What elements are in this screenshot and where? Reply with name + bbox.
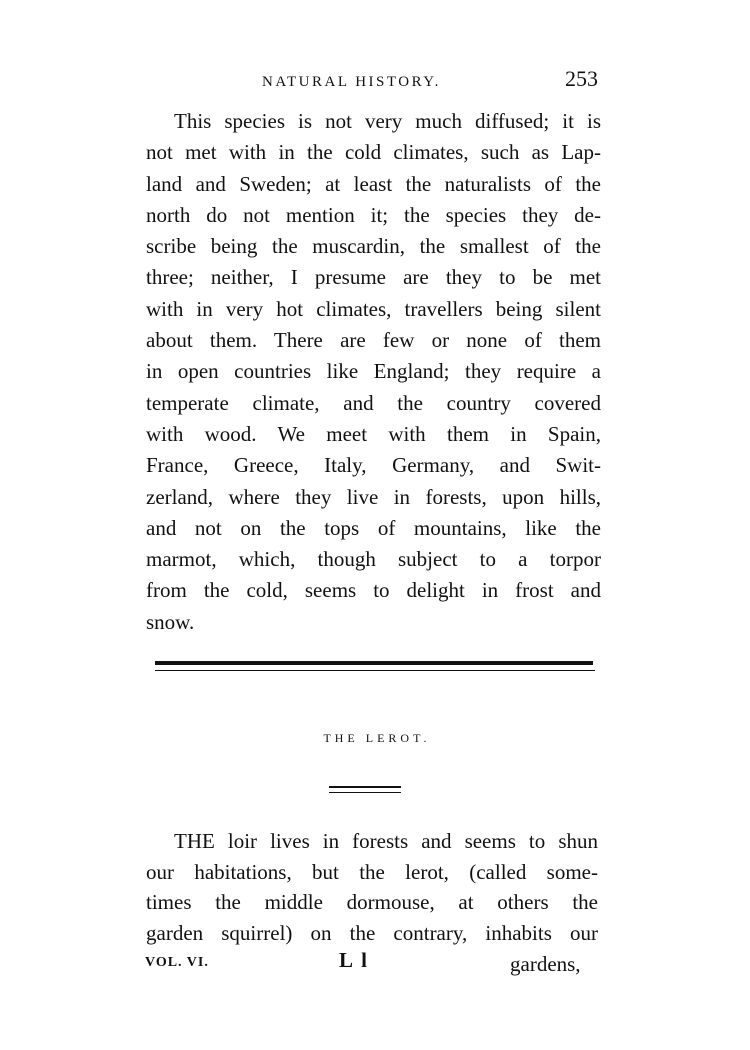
section-line: times the middle dormouse, at others the bbox=[146, 890, 598, 915]
section-line: garden squirrel) on the contrary, inhabits our bbox=[146, 921, 598, 946]
section-paragraph bbox=[146, 826, 598, 949]
signature-line bbox=[0, 948, 750, 982]
body-line: north do not mention it; the species they de- bbox=[146, 202, 601, 227]
body-paragraph bbox=[146, 106, 601, 638]
body-line: zerland, where they live in forests, upon hills, bbox=[146, 484, 601, 509]
running-head bbox=[0, 66, 750, 96]
section-line: our habitations, but the lerot, (called some- bbox=[146, 859, 598, 884]
body-line: with wood. We meet with them in Spain, bbox=[146, 421, 601, 446]
body-line: from the cold, seems to delight in frost and bbox=[146, 578, 601, 603]
body-line: and not on the tops of mountains, like the bbox=[146, 515, 601, 540]
signature-mark: L l bbox=[339, 948, 369, 972]
volume-label: VOL. VI. bbox=[145, 955, 209, 970]
body-line: three; neither, I presume are they to be met bbox=[146, 265, 601, 290]
body-line: about them. There are few or none of them bbox=[146, 328, 601, 353]
section-divider-thin bbox=[155, 670, 595, 671]
section-line: THE loir lives in forests and seems to shun bbox=[174, 829, 598, 853]
section-heading: THE LEROT. bbox=[323, 731, 431, 745]
section-divider-thick bbox=[155, 661, 593, 665]
body-line: This species is not very much diffused; it is bbox=[174, 109, 601, 133]
body-line: scribe being the muscardin, the smallest of the bbox=[146, 234, 601, 259]
body-line: snow. bbox=[146, 609, 195, 634]
catchword: gardens, bbox=[510, 952, 581, 976]
page-number: 253 bbox=[565, 66, 598, 91]
heading-rule bbox=[329, 786, 401, 788]
body-line: with in very hot climates, travellers being silent bbox=[146, 296, 601, 321]
body-line: France, Greece, Italy, Germany, and Swit- bbox=[146, 453, 601, 478]
body-line: not met with in the cold climates, such as Lap- bbox=[146, 140, 601, 165]
body-line: temperate climate, and the country covered bbox=[146, 390, 601, 415]
body-line: in open countries like England; they require a bbox=[146, 359, 601, 384]
heading-rule bbox=[329, 792, 401, 793]
running-title: NATURAL HISTORY. bbox=[262, 74, 441, 90]
body-line: marmot, which, though subject to a torpor bbox=[146, 547, 601, 572]
body-line: land and Sweden; at least the naturalists of the bbox=[146, 171, 601, 196]
